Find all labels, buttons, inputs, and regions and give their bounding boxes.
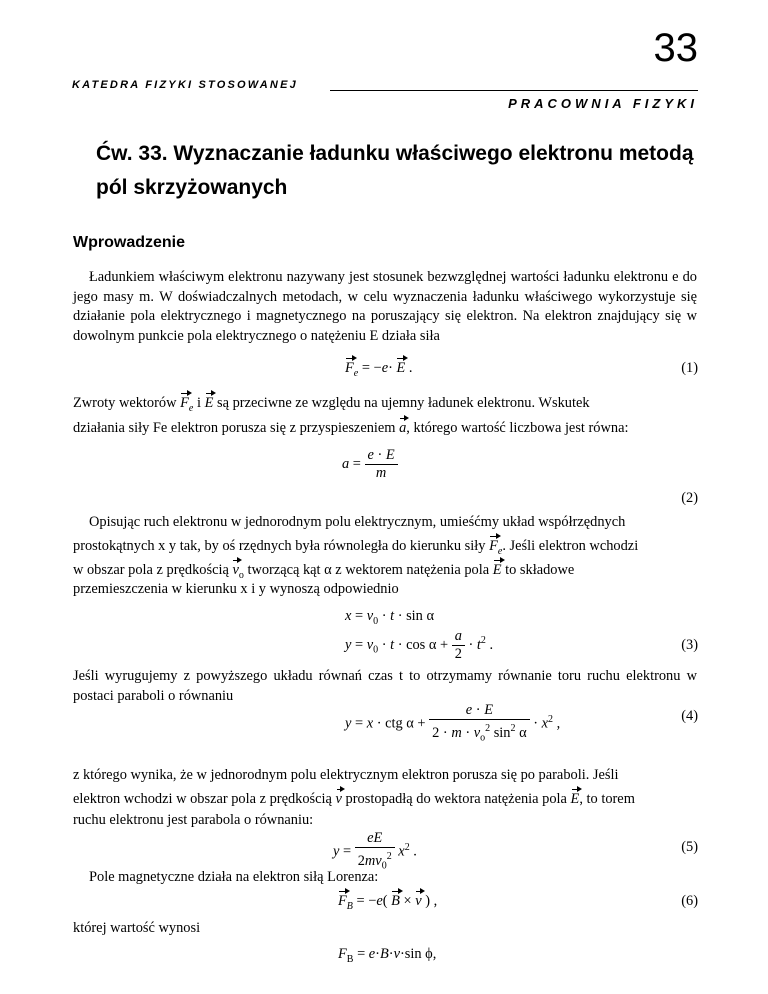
equation-number-6: (6) — [681, 893, 698, 909]
equation-2: a = $\frac{e \cdot E}{m}$ — [342, 447, 398, 482]
page-title-line2: pól skrzyżowanych — [96, 176, 288, 199]
paragraph-parabola-line3: ruchu elektronu jest parabola o równaniu: — [73, 812, 314, 828]
paragraph-value: której wartość wynosi — [73, 920, 201, 936]
equation-3a: $x = v_0 \cdot t \cdot \sin \alpha$ — [345, 608, 435, 627]
paragraph-motion-line2: prostokątnych x y tak, by oś rzędnych była równoległa do kierunku siły $F_e$. Jeśli elektron wchodzi — [73, 538, 639, 557]
department-name: KATEDRA FIZYKI STOSOWANEJ — [72, 79, 298, 91]
equation-number-2: (2) — [681, 490, 698, 506]
paragraph-trajectory: Jeśli wyrugujemy z powyższego układu równań czas t to otrzymamy równanie toru ruchu elektronu w postaci paraboli o równaniu — [73, 668, 697, 704]
paragraph-lorentz: Pole magnetyczne działa na elektron siłą Lorenza: — [89, 869, 379, 885]
equation-7: $F_B = e\cdot B\cdot v\cdot\sin$ ϕ, — [338, 946, 437, 965]
paragraph-parabola-line1: z którego wynika, że w jednorodnym polu elektrycznym elektron porusza się po paraboli. Jeśli — [73, 767, 619, 783]
equation-5: y = $\frac{eE}{2mv_0^2}$ $x^2$ . — [333, 830, 417, 872]
section-heading: Wprowadzenie — [73, 234, 186, 251]
equation-number-4: (4) — [681, 708, 698, 724]
header-rule — [330, 90, 698, 91]
equation-6: $F_B = -e$( B × v ) , — [338, 893, 438, 912]
paragraph-motion-line3: w obszar pola z prędkością $v_o$ tworzącą kąt α z wektorem natężenia pola E to składowe — [73, 562, 575, 581]
paragraph-vectors-line2: działania siły Fe elektron porusza się z przyspieszeniem a, którego wartość liczbowa jest równa: — [73, 420, 629, 436]
equation-4: y = x · ctg α + $\frac{e \cdot E}{2 \cdot m \cdot v_o^2 \sin^2 \alpha}$ · $x^2$ , — [345, 702, 561, 744]
lab-name: PRACOWNIA FIZYKI — [508, 96, 698, 111]
paragraph-vectors-line1: Zwroty wektorów $F_e$ i E są przeciwne ze względu na ujemny ładunek elektronu. Wskutek — [73, 395, 590, 414]
paragraph-motion-line1: Opisując ruch elektronu w jednorodnym polu elektrycznym, umieśćmy układ współrzędnych — [89, 514, 626, 530]
paragraph-parabola-line2: elektron wchodzi w obszar pola z prędkością v prostopadłą do wektora natężenia pola E, to torem — [73, 791, 635, 807]
paragraph-motion-line4: przemieszczenia w kierunku x i y wynoszą odpowiednio — [73, 581, 399, 597]
equation-3b: $y = v_0 \cdot t \cdot \cos \alpha$ + $\frac{a}{2}$ · $t^2$ . — [345, 628, 494, 662]
equation-1: $F_e = -e\cdot E$ . — [345, 360, 413, 379]
equation-number-1: (1) — [681, 360, 698, 376]
equation-number-5: (5) — [681, 839, 698, 855]
page-number: 33 — [653, 26, 698, 70]
paragraph-intro: Ładunkiem właściwym elektronu nazywany jest stosunek bezwzględnej wartości ładunku elektronu e do jego masy m. W doświadczalnych metodach, w celu wyznaczenia ładunku właściwego wykorzystuje się działanie pola elektrycznego i magnetycznego na poruszający się elektron. Na elektron znajdujący się w dowolnym punkcie pola elektrycznego o natężeniu E działa siła — [73, 269, 697, 344]
equation-number-3: (3) — [681, 637, 698, 653]
page-title: Ćw. 33. Wyznaczanie ładunku właściwego elektronu metodą — [96, 142, 694, 165]
